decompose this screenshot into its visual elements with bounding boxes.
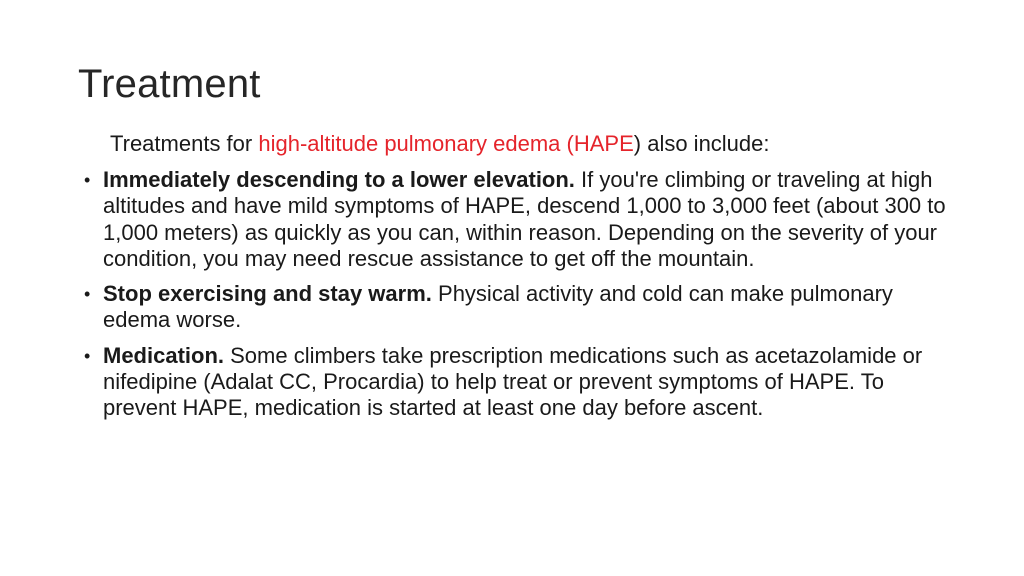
bullet-lead: Immediately descending to a lower elevation. — [103, 167, 575, 192]
intro-prefix: Treatments for — [110, 131, 259, 156]
bullet-dot-icon: • — [84, 170, 91, 190]
bullet-dot-icon: • — [84, 284, 91, 305]
slide-title: Treatment — [78, 62, 261, 106]
bullet-item — [84, 343, 954, 422]
bullet-text: If you're climbing or traveling at high altitudes and have mild symptoms of HAPE, descend 1,000 to 3,000 feet (about 300 to 1,000 meters) as quickly as you can, within reason. Depending on the severity of your condition, you may need rescue assistance to get off the mountain. — [103, 167, 946, 271]
bullet-text: Some climbers take prescription medications such as acetazolamide or nifedipine (Adalat CC, Procardia) to help treat or prevent symptoms of HAPE. To prevent HAPE, medication is started at least one day before ascent. — [103, 342, 923, 421]
intro-highlight: high-altitude pulmonary edema (HAPE — [258, 131, 634, 156]
bullet-dot-icon: • — [84, 345, 91, 366]
bullet-list — [84, 167, 954, 431]
intro-suffix: ) also include: — [633, 131, 770, 156]
bullet-lead: Medication. — [103, 342, 225, 368]
bullet-item — [84, 167, 954, 272]
intro-text — [110, 130, 930, 157]
bullet-item — [84, 281, 954, 334]
bullet-text: Physical activity and cold can make pulmonary edema worse. — [103, 281, 893, 333]
bullet-lead: Stop exercising and stay warm. — [103, 281, 432, 307]
